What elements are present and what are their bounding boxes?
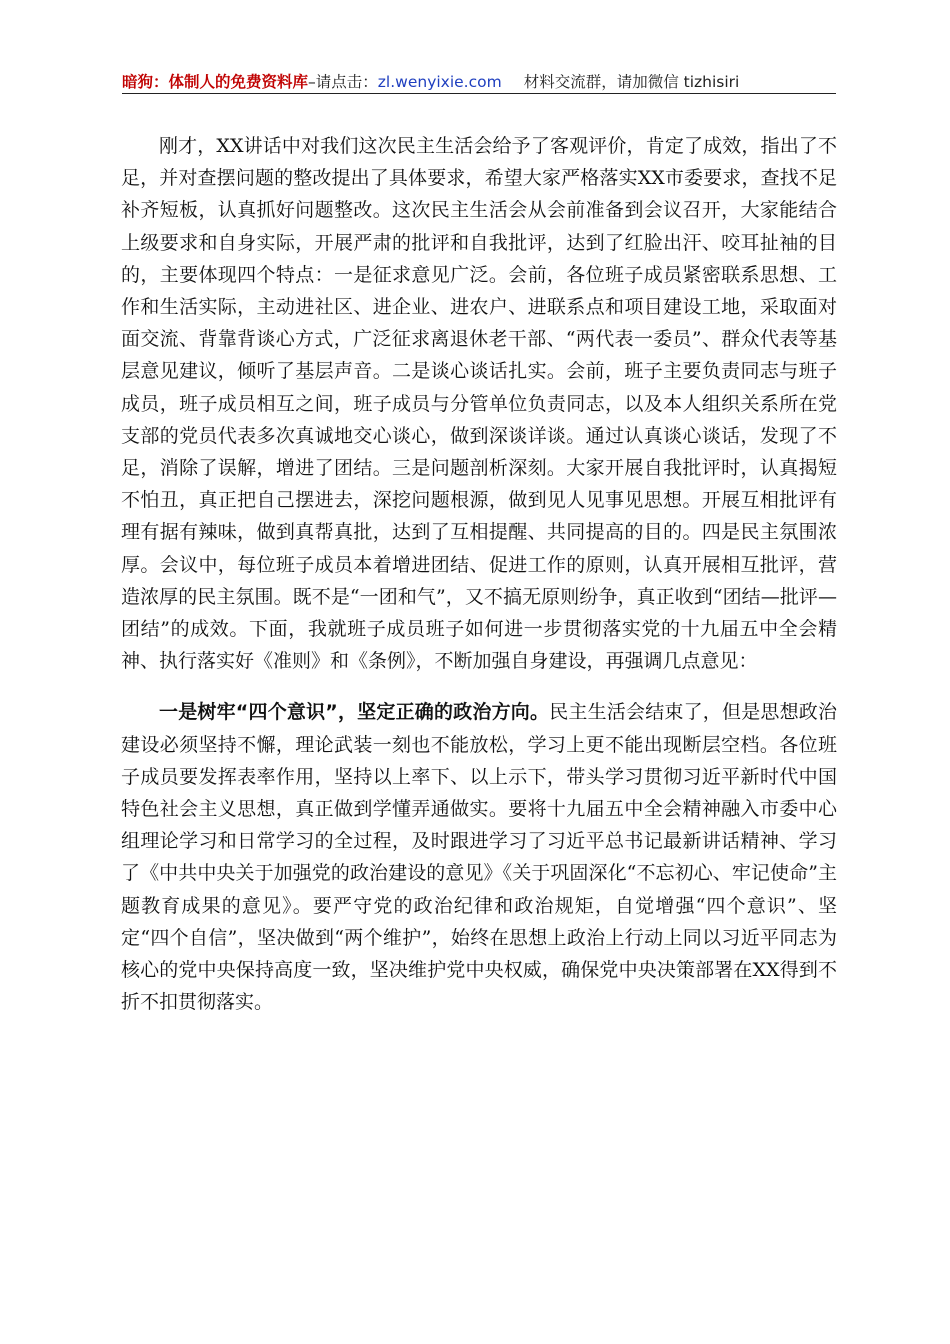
paragraph-point-one xyxy=(121,696,837,1018)
header-divider xyxy=(122,93,836,94)
paragraph-point-one-heading: 一是树牢“四个意识”，坚定正确的政治方向。 xyxy=(159,701,550,724)
document-body xyxy=(121,130,837,1018)
page-header xyxy=(122,70,836,94)
paragraph-point-one-text: 民主生活会结束了，但是思想政治建设必须坚持不懈，理论武装一刻也不能放松，学习上更不能出现断层空档。各位班子成员要发挥表率作用，坚持以上率下、以上示下，带头学习贯彻习近平新时代中国特色社会主义思想，真正做到学懂弄通做实。要将十九届五中全会精神融入市委中心组理论学习和日常学习的全过程，及时跟进学习了习近平总书记最新讲话精神、学习了《中共中央关于加强党的政治建设的意见》《关于巩固深化“不忘初心、牢记使命”主题教育成果的意见》。要严守党的政治纪律和政治规矩，自觉增强“四个意识”、坚定“四个自信”，坚决做到“两个维护”，始终在思想上政治上行动上同以习近平同志为核心的党中央保持高度一致，坚决维护党中央权威，确保党中央决策部署在XX得到不折不扣贯彻落实。 xyxy=(121,701,837,1014)
header-contact: 材料交流群，请加微信 tizhisiri xyxy=(523,73,740,91)
header-site-name: 暗狗：体制人的免费资料库 xyxy=(122,73,309,91)
header-url-link[interactable]: zl.wenyixie.com xyxy=(377,73,502,91)
header-prompt: –请点击： xyxy=(308,73,378,91)
paragraph-intro xyxy=(121,130,837,677)
paragraph-intro-text: 刚才，XX讲话中对我们这次民主生活会给予了客观评价，肯定了成效，指出了不足，并对查摆问题的整改提出了具体要求，希望大家严格落实XX市委要求，查找不足补齐短板，认真抓好问题整改。这次民主生活会从会前准备到会议召开，大家能结合上级要求和自身实际，开展严肃的批评和自我批评，达到了红脸出汗、咬耳扯袖的目的，主要体现四个特点：一是征求意见广泛。会前，各位班子成员紧密联系思想、工作和生活实际，主动进社区、进企业、进农户、进联系点和项目建设工地，采取面对面交流、背靠背谈心方式，广泛征求离退休老干部、“两代表一委员”、群众代表等基层意见建议，倾听了基层声音。二是谈心谈话扎实。会前，班子主要负责同志与班子成员，班子成员相互之间，班子成员与分管单位负责同志，以及本人组织关系所在党支部的党员代表多次真诚地交心谈心，做到深谈详谈。通过认真谈心谈话，发现了不足，消除了误解，增进了团结。三是问题剖析深刻。大家开展自我批评时，认真揭短不怕丑，真正把自己摆进去，深挖问题根源，做到见人见事见思想。开展互相批评有理有据有辣味，做到真帮真批，达到了互相提醒、共同提高的目的。四是民主氛围浓厚。会议中，每位班子成员本着增进团结、促进工作的原则，认真开展相互批评，营造浓厚的民主氛围。既不是“一团和气”，又不搞无原则纷争，真正收到“团结—批评—团结”的成效。下面，我就班子成员班子如何进一步贯彻落实党的十九届五中全会精神、执行落实好《准则》和《条例》，不断加强自身建设，再强调几点意见： xyxy=(121,135,837,673)
